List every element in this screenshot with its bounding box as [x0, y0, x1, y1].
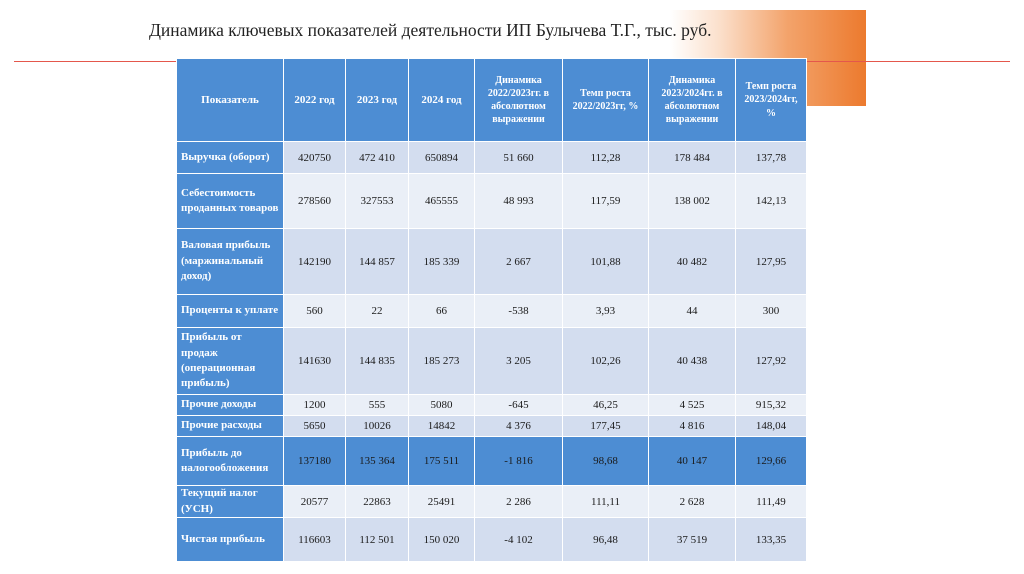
cell-growth-2022-2023: 96,48: [563, 518, 649, 562]
row-label: Проценты к уплате: [177, 295, 284, 328]
table-row: [177, 174, 807, 229]
row-label: Выручка (оборот): [177, 142, 284, 174]
cell-growth-2022-2023: 101,88: [563, 229, 649, 295]
table-row: [177, 295, 807, 328]
header-growth-2022-2023: Темп роста 2022/2023гг, %: [563, 59, 649, 142]
cell-dynamics-2022-2023: 4 376: [475, 416, 563, 437]
cell-2023: 327553: [346, 174, 409, 229]
cell-dynamics-2022-2023: 3 205: [475, 328, 563, 395]
cell-2023: 22863: [346, 486, 409, 518]
cell-dynamics-2023-2024: 40 147: [649, 437, 736, 486]
cell-dynamics-2023-2024: 40 482: [649, 229, 736, 295]
table-row: [177, 518, 807, 562]
row-label: Прочие расходы: [177, 416, 284, 437]
table-row: [177, 142, 807, 174]
header-dynamics-2022-2023: Динамика 2022/2023гг. в абсолютном выражении: [475, 59, 563, 142]
cell-dynamics-2022-2023: 48 993: [475, 174, 563, 229]
cell-2024: 650894: [409, 142, 475, 174]
cell-dynamics-2023-2024: 4 816: [649, 416, 736, 437]
cell-2022: 1200: [284, 395, 346, 416]
table-row: [177, 229, 807, 295]
cell-growth-2022-2023: 112,28: [563, 142, 649, 174]
header-indicator: Показатель: [177, 59, 284, 142]
page-title: Динамика ключевых показателей деятельности ИП Булычева Т.Г., тыс. руб.: [149, 20, 712, 40]
cell-growth-2023-2024: 129,66: [736, 437, 807, 486]
cell-dynamics-2022-2023: 51 660: [475, 142, 563, 174]
row-label: Себестоимость проданных товаров: [177, 174, 284, 229]
cell-2024: 175 511: [409, 437, 475, 486]
cell-growth-2023-2024: 137,78: [736, 142, 807, 174]
row-label: Текущий налог (УСН): [177, 486, 284, 518]
header-2023: 2023 год: [346, 59, 409, 142]
cell-2024: 465555: [409, 174, 475, 229]
cell-2024: 150 020: [409, 518, 475, 562]
cell-2024: 25491: [409, 486, 475, 518]
cell-dynamics-2022-2023: -645: [475, 395, 563, 416]
cell-dynamics-2022-2023: -4 102: [475, 518, 563, 562]
cell-2024: 185 273: [409, 328, 475, 395]
cell-2023: 555: [346, 395, 409, 416]
cell-growth-2022-2023: 117,59: [563, 174, 649, 229]
cell-growth-2023-2024: 127,92: [736, 328, 807, 395]
cell-growth-2022-2023: 3,93: [563, 295, 649, 328]
cell-2024: 185 339: [409, 229, 475, 295]
row-label: Прочие доходы: [177, 395, 284, 416]
cell-2023: 144 857: [346, 229, 409, 295]
cell-dynamics-2023-2024: 37 519: [649, 518, 736, 562]
cell-growth-2023-2024: 300: [736, 295, 807, 328]
cell-2023: 472 410: [346, 142, 409, 174]
row-label: Валовая прибыль (маржинальный доход): [177, 229, 284, 295]
cell-2023: 112 501: [346, 518, 409, 562]
cell-growth-2023-2024: 127,95: [736, 229, 807, 295]
table-header-row: [177, 59, 807, 142]
table-row: [177, 486, 807, 518]
header-growth-2023-2024: Темп роста 2023/2024гг, %: [736, 59, 807, 142]
cell-dynamics-2023-2024: 40 438: [649, 328, 736, 395]
cell-2024: 14842: [409, 416, 475, 437]
cell-2023: 144 835: [346, 328, 409, 395]
cell-dynamics-2023-2024: 2 628: [649, 486, 736, 518]
indicators-table: [176, 58, 807, 562]
cell-2022: 116603: [284, 518, 346, 562]
cell-2022: 142190: [284, 229, 346, 295]
cell-growth-2022-2023: 98,68: [563, 437, 649, 486]
cell-2024: 66: [409, 295, 475, 328]
cell-2022: 278560: [284, 174, 346, 229]
table-row: [177, 395, 807, 416]
header-2024: 2024 год: [409, 59, 475, 142]
row-label: Прибыль от продаж (операционная прибыль): [177, 328, 284, 395]
cell-2022: 137180: [284, 437, 346, 486]
header-dynamics-2023-2024: Динамика 2023/2024гг. в абсолютном выражении: [649, 59, 736, 142]
row-label: Прибыль до налогообложения: [177, 437, 284, 486]
cell-growth-2022-2023: 177,45: [563, 416, 649, 437]
cell-growth-2023-2024: 915,32: [736, 395, 807, 416]
cell-dynamics-2022-2023: 2 667: [475, 229, 563, 295]
row-label: Чистая прибыль: [177, 518, 284, 562]
cell-2022: 20577: [284, 486, 346, 518]
table-row: [177, 416, 807, 437]
cell-growth-2023-2024: 148,04: [736, 416, 807, 437]
cell-2022: 141630: [284, 328, 346, 395]
table-row: [177, 437, 807, 486]
cell-2023: 22: [346, 295, 409, 328]
cell-growth-2022-2023: 102,26: [563, 328, 649, 395]
cell-2022: 420750: [284, 142, 346, 174]
cell-dynamics-2023-2024: 178 484: [649, 142, 736, 174]
cell-2022: 5650: [284, 416, 346, 437]
table-row: [177, 328, 807, 395]
cell-growth-2022-2023: 111,11: [563, 486, 649, 518]
cell-growth-2023-2024: 111,49: [736, 486, 807, 518]
cell-growth-2023-2024: 133,35: [736, 518, 807, 562]
cell-2023: 135 364: [346, 437, 409, 486]
header-2022: 2022 год: [284, 59, 346, 142]
cell-dynamics-2023-2024: 4 525: [649, 395, 736, 416]
cell-dynamics-2023-2024: 138 002: [649, 174, 736, 229]
cell-growth-2022-2023: 46,25: [563, 395, 649, 416]
cell-dynamics-2022-2023: -538: [475, 295, 563, 328]
cell-2024: 5080: [409, 395, 475, 416]
cell-2023: 10026: [346, 416, 409, 437]
cell-dynamics-2022-2023: -1 816: [475, 437, 563, 486]
cell-dynamics-2023-2024: 44: [649, 295, 736, 328]
cell-dynamics-2022-2023: 2 286: [475, 486, 563, 518]
cell-growth-2023-2024: 142,13: [736, 174, 807, 229]
cell-2022: 560: [284, 295, 346, 328]
